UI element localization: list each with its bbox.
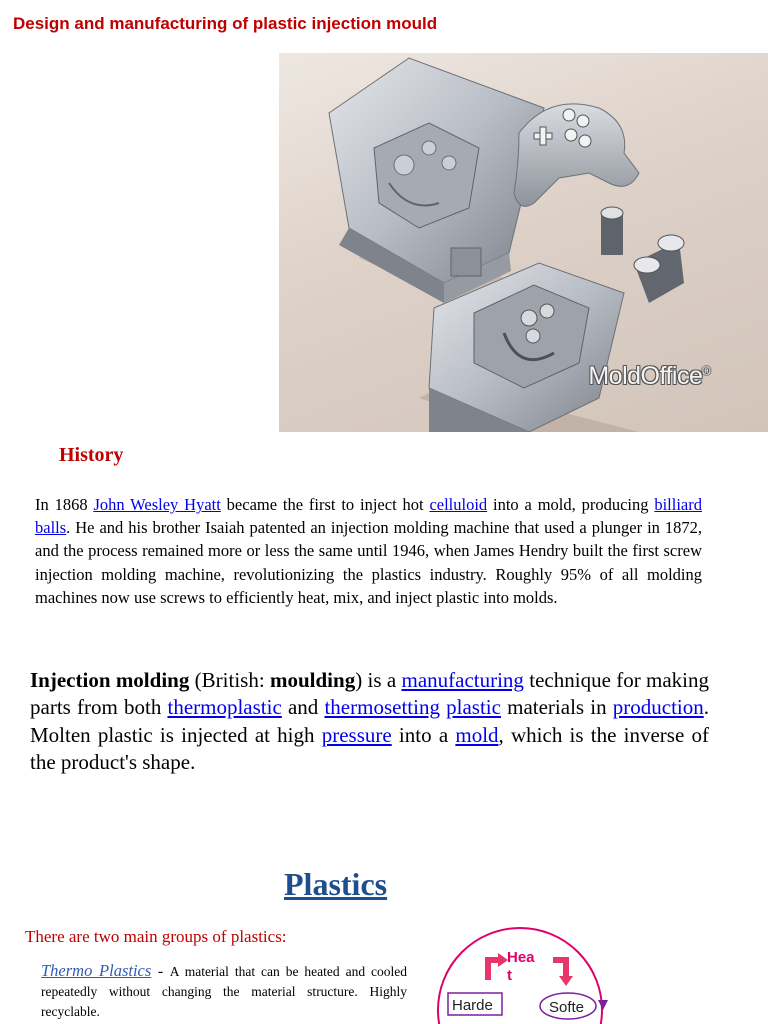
- thermo-plastics-bullet: [41, 961, 407, 1022]
- text-run: technique for making parts from both: [30, 668, 710, 720]
- link-thermoplastic[interactable]: thermoplastic: [167, 695, 282, 720]
- text-run: materials in: [500, 695, 613, 720]
- history-paragraph: [35, 493, 702, 609]
- link-celluloid[interactable]: celluloid: [429, 495, 488, 514]
- right-arrow-icon: [553, 960, 566, 978]
- bold-term: Injection molding: [30, 668, 190, 692]
- moldoffice-watermark: [588, 362, 710, 391]
- bold-term: moulding: [270, 668, 356, 692]
- text-run: . Molten plastic is injected at high: [30, 695, 709, 747]
- soften-label: Softe: [549, 999, 585, 1016]
- link-pressure[interactable]: pressure: [321, 722, 392, 747]
- link-production[interactable]: production: [612, 695, 704, 720]
- text-run: (British:: [189, 668, 270, 692]
- plastics-groups-intro: There are two main groups of plastics:: [25, 927, 287, 946]
- mould-render-image: [279, 53, 768, 432]
- right-arrow-head-icon: [559, 976, 573, 986]
- injection-molding-paragraph: [30, 667, 709, 776]
- text-run: into a mold, producing: [487, 495, 655, 514]
- down-arrow-icon: [598, 1000, 608, 1010]
- heat-label-line2: t: [507, 967, 512, 984]
- text-run: , which is the inverse of the product's shape.: [30, 722, 709, 774]
- link-thermosetting[interactable]: thermosetting: [324, 695, 440, 720]
- link-mold[interactable]: mold: [455, 722, 499, 747]
- plastic-cycle-diagram: [430, 920, 630, 1024]
- text-run: ) is a: [355, 668, 402, 692]
- watermark-text: MoldOffice: [588, 362, 703, 390]
- history-heading: History: [59, 444, 124, 466]
- text-run: and: [281, 695, 325, 720]
- bullet-dash: -: [151, 963, 170, 980]
- document-title: Design and manufacturing of plastic injection mould: [13, 14, 438, 33]
- link-manufacturing[interactable]: manufacturing: [401, 668, 524, 692]
- text-run: In 1868: [35, 495, 94, 514]
- text-run: became the first to inject hot: [220, 495, 430, 514]
- harden-label: Harde: [452, 997, 493, 1014]
- text-run: . He and his brother Isaiah patented an injection molding machine that used a plunger in 1872, and the process remained more or less the same until 1946, when James Hendry built the first screw injection molding machine, revolutionizing the plastics industry. Roughly 95% of all molding machines now use screws to efficiently heat, mix, and inject plastic into molds.: [35, 518, 702, 607]
- link-john-wesley-hyatt[interactable]: John Wesley Hyatt: [93, 495, 221, 514]
- thermo-plastics-term[interactable]: Thermo Plastics: [41, 961, 152, 980]
- link-plastic[interactable]: plastic: [446, 695, 501, 720]
- link-billiard-balls[interactable]: billiard balls: [35, 495, 702, 538]
- text-run: into a: [391, 722, 456, 747]
- registered-mark: ®: [702, 365, 710, 378]
- plastics-heading: Plastics: [284, 866, 388, 902]
- heat-label-line1: Hea: [507, 949, 535, 966]
- thermo-plastics-description: A material that can be heated and cooled repeatedly without changing the material structure. Highly recyclable.: [41, 964, 407, 1019]
